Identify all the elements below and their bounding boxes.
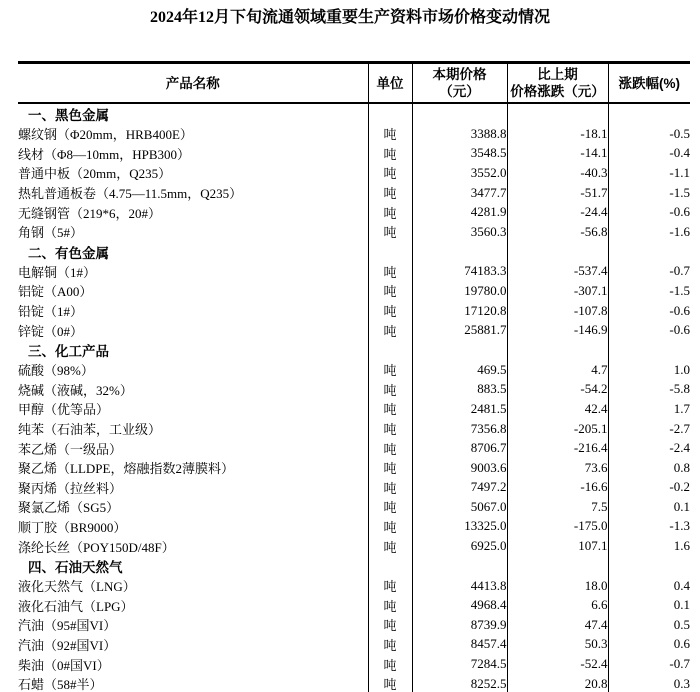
- product-name-cell: 无缝钢管（219*6，20#）: [18, 205, 162, 221]
- table-row: [18, 399, 690, 419]
- pct-cell: [608, 242, 690, 262]
- section-row: [18, 556, 690, 576]
- pct-cell: -0.2: [608, 478, 690, 498]
- table-row: [18, 124, 690, 144]
- unit-cell: [368, 103, 412, 124]
- table-row: [18, 595, 690, 615]
- product-name-cell: 锌锭（0#）: [18, 323, 84, 339]
- table-row: [18, 419, 690, 439]
- change-cell: -216.4: [507, 438, 608, 458]
- pct-cell: 0.5: [608, 615, 690, 635]
- pct-cell: 0.1: [608, 497, 690, 517]
- change-cell: -175.0: [507, 517, 608, 537]
- unit-cell: 吨: [368, 576, 412, 596]
- change-cell: 18.0: [507, 576, 608, 596]
- unit-cell: 吨: [368, 399, 412, 419]
- product-name-cell: 聚乙烯（LLDPE，熔融指数2薄膜料）: [18, 461, 234, 477]
- unit-cell: 吨: [368, 635, 412, 655]
- table-row: [18, 202, 690, 222]
- header-unit: 单位: [368, 63, 412, 104]
- header-change-percent: 涨跌幅(%): [608, 63, 690, 104]
- unit-cell: 吨: [368, 262, 412, 282]
- product-name-cell: 铝锭（A00）: [18, 284, 93, 300]
- price-cell: 17120.8: [412, 301, 507, 321]
- pct-cell: 1.7: [608, 399, 690, 419]
- pct-cell: 0.3: [608, 674, 690, 692]
- pct-cell: -1.5: [608, 281, 690, 301]
- product-name-cell: 电解铜（1#）: [18, 264, 97, 280]
- change-cell: 6.6: [507, 595, 608, 615]
- price-cell: 8706.7: [412, 438, 507, 458]
- product-name-cell: 烧碱（液碱，32%）: [18, 382, 133, 398]
- price-cell: 8457.4: [412, 635, 507, 655]
- change-cell: [507, 556, 608, 576]
- pct-cell: -0.4: [608, 144, 690, 164]
- price-cell: [412, 340, 507, 360]
- change-cell: -51.7: [507, 183, 608, 203]
- change-cell: 42.4: [507, 399, 608, 419]
- product-name-cell: 角钢（5#）: [18, 225, 84, 241]
- table-row: [18, 183, 690, 203]
- table-row: [18, 615, 690, 635]
- unit-cell: [368, 340, 412, 360]
- change-cell: -52.4: [507, 654, 608, 674]
- price-cell: 3560.3: [412, 222, 507, 242]
- pct-cell: -1.1: [608, 163, 690, 183]
- price-cell: 7356.8: [412, 419, 507, 439]
- unit-cell: 吨: [368, 301, 412, 321]
- section-name-cell: 三、化工产品: [28, 343, 109, 359]
- table-row: [18, 517, 690, 537]
- product-name-cell: 汽油（95#国VI）: [18, 618, 117, 634]
- table-row: [18, 576, 690, 596]
- table-row: [18, 301, 690, 321]
- unit-cell: 吨: [368, 202, 412, 222]
- unit-cell: 吨: [368, 320, 412, 340]
- unit-cell: 吨: [368, 497, 412, 517]
- product-name-cell: 石蜡（58#半）: [18, 677, 103, 692]
- unit-cell: 吨: [368, 674, 412, 692]
- table-row: [18, 262, 690, 282]
- product-name-cell: 普通中板（20mm，Q235）: [18, 166, 172, 182]
- change-cell: 107.1: [507, 536, 608, 556]
- product-name-cell: 线材（Φ8—10mm，HPB300）: [18, 146, 191, 162]
- change-cell: -56.8: [507, 222, 608, 242]
- unit-cell: 吨: [368, 654, 412, 674]
- table-header: [18, 63, 690, 104]
- table-row: [18, 163, 690, 183]
- table-row: [18, 458, 690, 478]
- unit-cell: 吨: [368, 458, 412, 478]
- change-cell: -18.1: [507, 124, 608, 144]
- pct-cell: -1.3: [608, 517, 690, 537]
- product-name-cell: 热轧普通板卷（4.75—11.5mm，Q235）: [18, 186, 243, 202]
- unit-cell: [368, 556, 412, 576]
- product-name-cell: 汽油（92#国VI）: [18, 637, 117, 653]
- header-price-change-line1: 比上期: [537, 67, 578, 82]
- price-cell: 74183.3: [412, 262, 507, 282]
- section-name-cell: 二、有色金属: [28, 245, 109, 261]
- header-current-price-line2: （元）: [439, 84, 480, 99]
- change-cell: -16.6: [507, 478, 608, 498]
- table-row: [18, 320, 690, 340]
- product-name-cell: 苯乙烯（一级品）: [18, 441, 123, 457]
- unit-cell: 吨: [368, 222, 412, 242]
- product-name-cell: 聚氯乙烯（SG5）: [18, 500, 120, 516]
- table-row: [18, 497, 690, 517]
- header-price-change-line2: 价格涨跌（元）: [510, 84, 605, 99]
- change-cell: 20.8: [507, 674, 608, 692]
- header-product-name: 产品名称: [18, 63, 368, 104]
- change-cell: -205.1: [507, 419, 608, 439]
- product-name-cell: 液化天然气（LNG）: [18, 579, 136, 595]
- change-cell: 4.7: [507, 360, 608, 380]
- pct-cell: [608, 340, 690, 360]
- product-name-cell: 涤纶长丝（POY150D/48F）: [18, 539, 175, 555]
- table-row: [18, 635, 690, 655]
- table-row: [18, 144, 690, 164]
- table-row: [18, 674, 690, 692]
- change-cell: 7.5: [507, 497, 608, 517]
- table-row: [18, 536, 690, 556]
- price-cell: 5067.0: [412, 497, 507, 517]
- product-name-cell: 聚丙烯（拉丝料）: [18, 480, 123, 496]
- price-cell: 2481.5: [412, 399, 507, 419]
- pct-cell: 1.6: [608, 536, 690, 556]
- change-cell: [507, 340, 608, 360]
- price-cell: 13325.0: [412, 517, 507, 537]
- pct-cell: 0.1: [608, 595, 690, 615]
- unit-cell: 吨: [368, 478, 412, 498]
- pct-cell: -0.7: [608, 262, 690, 282]
- product-name-cell: 甲醇（优等品）: [18, 402, 110, 418]
- price-cell: 8739.9: [412, 615, 507, 635]
- pct-cell: -0.6: [608, 320, 690, 340]
- change-cell: 50.3: [507, 635, 608, 655]
- change-cell: -107.8: [507, 301, 608, 321]
- price-cell: 19780.0: [412, 281, 507, 301]
- product-name-cell: 螺纹钢（Φ20mm，HRB400E）: [18, 127, 193, 143]
- change-cell: -40.3: [507, 163, 608, 183]
- price-cell: 469.5: [412, 360, 507, 380]
- pct-cell: -0.6: [608, 202, 690, 222]
- unit-cell: 吨: [368, 360, 412, 380]
- change-cell: [507, 103, 608, 124]
- unit-cell: 吨: [368, 595, 412, 615]
- pct-cell: 0.4: [608, 576, 690, 596]
- page-title: 2024年12月下旬流通领域重要生产资料市场价格变动情况: [149, 9, 550, 26]
- pct-cell: 0.8: [608, 458, 690, 478]
- table-body: [18, 103, 690, 692]
- header-price-change: [507, 63, 608, 104]
- pct-cell: -0.5: [608, 124, 690, 144]
- change-cell: [507, 242, 608, 262]
- pct-cell: -1.6: [608, 222, 690, 242]
- price-cell: 7284.5: [412, 654, 507, 674]
- table-row: [18, 380, 690, 400]
- section-name-cell: 四、石油天然气: [28, 559, 123, 575]
- unit-cell: 吨: [368, 380, 412, 400]
- price-cell: 3477.7: [412, 183, 507, 203]
- price-cell: 8252.5: [412, 674, 507, 692]
- price-cell: 3548.5: [412, 144, 507, 164]
- section-row: [18, 103, 690, 124]
- change-cell: 73.6: [507, 458, 608, 478]
- table-row: [18, 438, 690, 458]
- pct-cell: [608, 103, 690, 124]
- product-name-cell: 硫酸（98%）: [18, 363, 94, 379]
- change-cell: -54.2: [507, 380, 608, 400]
- unit-cell: 吨: [368, 281, 412, 301]
- header-current-price-line1: 本期价格: [432, 67, 487, 82]
- section-row: [18, 242, 690, 262]
- section-row: [18, 340, 690, 360]
- price-cell: [412, 556, 507, 576]
- pct-cell: 0.6: [608, 635, 690, 655]
- price-cell: [412, 242, 507, 262]
- unit-cell: 吨: [368, 517, 412, 537]
- price-cell: 3388.8: [412, 124, 507, 144]
- pct-cell: 1.0: [608, 360, 690, 380]
- unit-cell: 吨: [368, 144, 412, 164]
- change-cell: -307.1: [507, 281, 608, 301]
- unit-cell: 吨: [368, 536, 412, 556]
- price-cell: [412, 103, 507, 124]
- table-row: [18, 281, 690, 301]
- header-current-price: [412, 63, 507, 104]
- section-name-cell: 一、黑色金属: [28, 108, 109, 123]
- pct-cell: [608, 556, 690, 576]
- price-cell: 9003.6: [412, 458, 507, 478]
- table-row: [18, 654, 690, 674]
- unit-cell: 吨: [368, 615, 412, 635]
- unit-cell: 吨: [368, 419, 412, 439]
- price-cell: 6925.0: [412, 536, 507, 556]
- price-cell: 7497.2: [412, 478, 507, 498]
- pct-cell: -2.7: [608, 419, 690, 439]
- price-cell: 4413.8: [412, 576, 507, 596]
- unit-cell: 吨: [368, 124, 412, 144]
- price-table: [18, 61, 690, 692]
- unit-cell: [368, 242, 412, 262]
- table-row: [18, 222, 690, 242]
- product-name-cell: 纯苯（石油苯，工业级）: [18, 422, 162, 438]
- price-cell: 25881.7: [412, 320, 507, 340]
- price-cell: 3552.0: [412, 163, 507, 183]
- product-name-cell: 柴油（0#国VI）: [18, 657, 110, 673]
- price-cell: 4281.9: [412, 202, 507, 222]
- table-row: [18, 360, 690, 380]
- change-cell: -146.9: [507, 320, 608, 340]
- pct-cell: -5.8: [608, 380, 690, 400]
- pct-cell: -0.6: [608, 301, 690, 321]
- price-cell: 4968.4: [412, 595, 507, 615]
- pct-cell: -0.7: [608, 654, 690, 674]
- product-name-cell: 铅锭（1#）: [18, 304, 84, 320]
- unit-cell: 吨: [368, 183, 412, 203]
- product-name-cell: 液化石油气（LPG）: [18, 598, 134, 614]
- change-cell: -14.1: [507, 144, 608, 164]
- change-cell: 47.4: [507, 615, 608, 635]
- pct-cell: -2.4: [608, 438, 690, 458]
- pct-cell: -1.5: [608, 183, 690, 203]
- product-name-cell: 顺丁胶（BR9000）: [18, 519, 127, 535]
- change-cell: -24.4: [507, 202, 608, 222]
- price-cell: 883.5: [412, 380, 507, 400]
- unit-cell: 吨: [368, 438, 412, 458]
- table-row: [18, 478, 690, 498]
- unit-cell: 吨: [368, 163, 412, 183]
- change-cell: -537.4: [507, 262, 608, 282]
